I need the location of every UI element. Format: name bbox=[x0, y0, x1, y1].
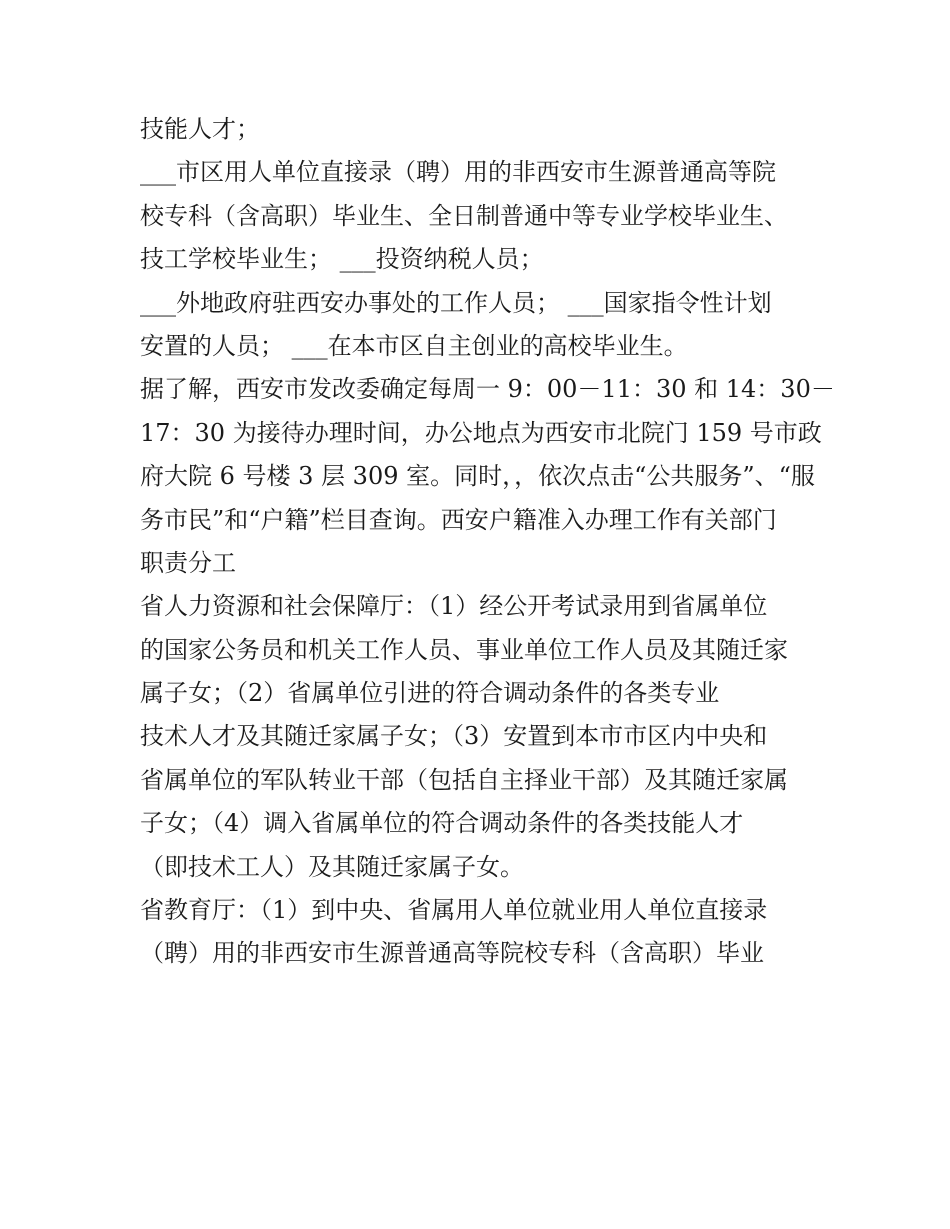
text-line: 省教育厅：（1）到中央、省属用人单位就业用人单位直接录 bbox=[140, 896, 768, 925]
text-line: 的国家公务员和机关工作人员、事业单位工作人员及其随迁家 bbox=[140, 635, 788, 664]
text-line: 校专科（含高职）毕业生、全日制普通中等专业学校毕业生、 bbox=[140, 201, 788, 230]
text-line: 技术人才及其随迁家属子女；（3）安置到本市市区内中央和 bbox=[140, 722, 768, 751]
text-line: （聘）用的非西安市生源普通高等院校专科（含高职）毕业 bbox=[140, 939, 764, 968]
text-line: 府大院 6 号楼 3 层 309 室。同时，，依次点击“公共服务”、“服 bbox=[140, 462, 815, 491]
text-line: ___市区用人单位直接录（聘）用的非西安市生源普通高等院 bbox=[140, 158, 776, 187]
text-line: 属子女；（2）省属单位引进的符合调动条件的各类专业 bbox=[140, 679, 720, 708]
text-line: 省人力资源和社会保障厅：（1）经公开考试录用到省属单位 bbox=[140, 592, 768, 621]
text-line: 技工学校毕业生； ___投资纳税人员； bbox=[140, 245, 544, 274]
document-body bbox=[140, 108, 835, 976]
text-line: 务市民”和“户籍”栏目查询。西安户籍准入办理工作有关部门 bbox=[140, 505, 777, 534]
text-line: 职责分工 bbox=[140, 548, 236, 577]
text-line: 技能人才； bbox=[140, 115, 260, 143]
text-line: 17：30 为接待办理时间，办公地点为西安市北院门 159 号市政 bbox=[140, 418, 822, 447]
text-line: 据了解，西安市发改委确定每周一 9：00－11：30 和 14：30－ bbox=[140, 375, 835, 404]
text-line: （即技术工人）及其随迁家属子女。 bbox=[140, 852, 524, 881]
text-line: 安置的人员； ___在本市区自主创业的高校毕业生。 bbox=[140, 331, 688, 360]
text-line: 省属单位的军队转业干部（包括自主择业干部）及其随迁家属 bbox=[140, 765, 788, 794]
text-line: 子女；（4）调入省属单位的符合调动条件的各类技能人才 bbox=[140, 809, 744, 838]
text-line: ___外地政府驻西安办事处的工作人员； ___国家指令性计划 bbox=[140, 288, 772, 317]
